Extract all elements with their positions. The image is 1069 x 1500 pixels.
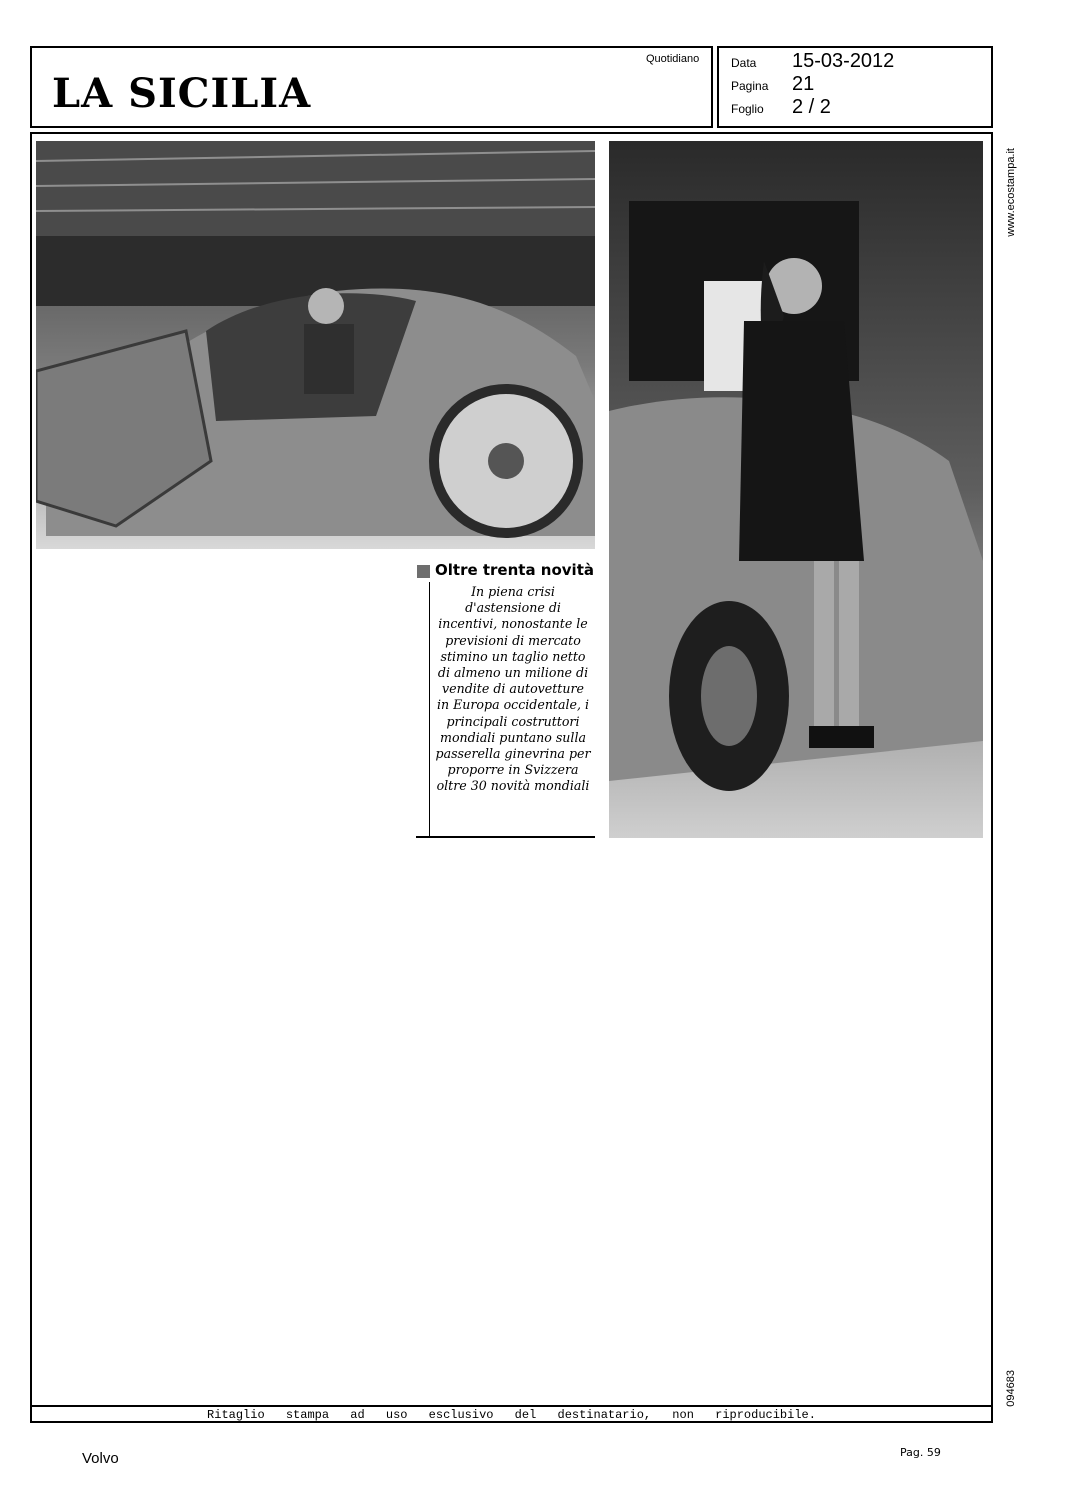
caption-title: Oltre trenta novità xyxy=(435,561,594,579)
newspaper-masthead: LA SICILIA xyxy=(52,70,312,117)
caption-marker xyxy=(417,565,430,578)
caption-line: di almeno un milione di xyxy=(437,665,589,681)
caption-line: stimino un taglio netto xyxy=(440,648,586,664)
caption-line: passerella ginevrina per xyxy=(435,746,591,762)
car-show-photo-graphic xyxy=(36,141,595,549)
periodicity-label: Quotidiano xyxy=(646,53,700,65)
caption-line: vendite di autovetture xyxy=(442,681,584,697)
clipping-code: 094683 xyxy=(1005,1370,1017,1407)
caption-line: d'astensione di xyxy=(465,600,561,616)
caption-bottom-rule xyxy=(416,836,595,838)
caption-line: incentivi, nonostante le xyxy=(438,616,588,632)
caption-line: in Europa occidentale, i xyxy=(436,697,590,713)
ecostampa-url: www.ecostampa.it xyxy=(1005,148,1017,237)
date-label: Data xyxy=(731,56,757,70)
page-label: Pagina xyxy=(731,79,769,93)
caption-line: oltre 30 novità mondiali xyxy=(436,778,590,794)
caption-line: previsioni di mercato xyxy=(445,632,581,648)
sheet-label: Foglio xyxy=(731,102,764,116)
caption-line: mondiali puntano sulla xyxy=(440,729,586,745)
caption-text xyxy=(432,584,594,795)
caption-line: proporre in Svizzera xyxy=(447,762,579,778)
date-value: 15-03-2012 xyxy=(792,50,895,72)
model-car-photo xyxy=(609,141,983,838)
page-value: 21 xyxy=(792,73,815,95)
model-car-photo-graphic xyxy=(609,141,983,838)
footer-divider xyxy=(30,1405,993,1407)
page-number: Pag. 59 xyxy=(900,1446,941,1459)
car-show-photo xyxy=(36,141,595,549)
sheet-value: 2 / 2 xyxy=(792,96,831,118)
caption-line: principali costruttori xyxy=(446,713,580,729)
caption-line: In piena crisi xyxy=(471,584,555,599)
caption-vertical-rule xyxy=(429,582,430,836)
client-brand: Volvo xyxy=(82,1450,119,1467)
copyright-note: Ritaglio stampa ad uso esclusivo del destinatario, non riproducibile. xyxy=(207,1408,816,1422)
